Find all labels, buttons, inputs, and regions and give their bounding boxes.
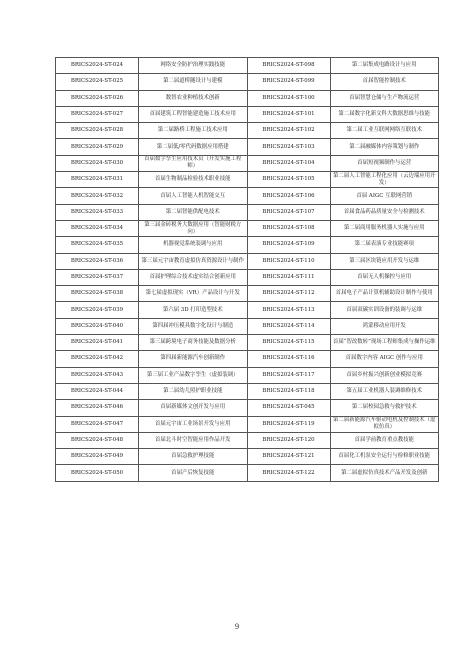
right-code-cell: BRICS2024-ST-118 xyxy=(247,383,330,399)
right-name-cell: 第二届商用服务机器人实施与应用 xyxy=(330,220,439,236)
right-code-cell: BRICS2024-ST-098 xyxy=(247,58,330,74)
left-name-cell: 第三届跨境电子商务技能及数据分析 xyxy=(139,335,248,351)
right-name-cell: 第二届新能源汽车驱动电机及控制技术（虚拟仿真） xyxy=(330,416,439,432)
right-code-cell: BRICS2024-ST-113 xyxy=(247,302,330,318)
right-name-cell: 第二届工业互联网网络互联技术 xyxy=(330,123,439,139)
left-name-cell: 首届护理综合技术虚实结合创新应用 xyxy=(139,269,248,285)
right-name-cell: 第二届人工智能工程化应用（云边端应用开发） xyxy=(330,172,439,188)
right-code-cell: BRICS2024-ST-104 xyxy=(247,155,330,171)
table-row xyxy=(56,204,439,220)
right-code-cell: BRICS2024-ST-115 xyxy=(247,335,330,351)
left-code-cell: BRICS2024-ST-034 xyxy=(56,220,139,236)
right-name-cell: 第二届数字化新文科大数据思维与技能 xyxy=(330,106,439,122)
page-number: 9 xyxy=(234,623,240,631)
competition-table xyxy=(55,57,439,482)
table-row xyxy=(56,465,439,481)
left-name-cell: 首届新媒体文创开发与应用 xyxy=(139,400,248,416)
right-code-cell: BRICS2024-ST-114 xyxy=(247,318,330,334)
right-code-cell: BRICS2024-ST-122 xyxy=(247,465,330,481)
left-code-cell: BRICS2024-ST-028 xyxy=(56,123,139,139)
right-name-cell: 鸿蒙移动应用开发 xyxy=(330,318,439,334)
table-row xyxy=(56,155,439,171)
table-row xyxy=(56,106,439,122)
right-code-cell: BRICS2024-ST-111 xyxy=(247,269,330,285)
left-code-cell: BRICS2024-ST-031 xyxy=(56,172,139,188)
left-code-cell: BRICS2024-ST-032 xyxy=(56,188,139,204)
left-code-cell: BRICS2024-ST-036 xyxy=(56,253,139,269)
competition-table-container xyxy=(55,57,436,482)
right-code-cell: BRICS2024-ST-045 xyxy=(247,400,330,416)
right-name-cell: 首届无人机操控与应用 xyxy=(330,269,439,285)
right-code-cell: BRICS2024-ST-105 xyxy=(247,172,330,188)
left-code-cell: BRICS2024-ST-035 xyxy=(56,237,139,253)
right-name-cell: 首届 AIGC 互联网营销 xyxy=(330,188,439,204)
right-code-cell: BRICS2024-ST-120 xyxy=(247,432,330,448)
left-name-cell: 首届生物制品检验技术职业技能 xyxy=(139,172,248,188)
left-code-cell: BRICS2024-ST-044 xyxy=(56,383,139,399)
left-code-cell: BRICS2024-ST-025 xyxy=(56,74,139,90)
right-name-cell: 首届乡村振兴创新创业模拟竞赛 xyxy=(330,367,439,383)
left-code-cell: BRICS2024-ST-048 xyxy=(56,432,139,448)
right-name-cell: 首届智慧仓储与生产物流运营 xyxy=(330,90,439,106)
right-name-cell: 第五届工业机器人装调维修技术 xyxy=(330,383,439,399)
table-row xyxy=(56,74,439,90)
right-name-cell: 首届化工机泵安全运行与检修职业技能 xyxy=(330,449,439,465)
left-name-cell: 数智农业种植技术创新 xyxy=(139,90,248,106)
right-name-cell: 第二届集成电路设计与应用 xyxy=(330,58,439,74)
right-name-cell: 首届智能控制技术 xyxy=(330,74,439,90)
left-name-cell: 第三届元宇宙教育虚拟仿真资源设计与制作 xyxy=(139,253,248,269)
left-code-cell: BRICS2024-ST-037 xyxy=(56,269,139,285)
table-body xyxy=(56,58,439,482)
left-code-cell: BRICS2024-ST-029 xyxy=(56,139,139,155)
left-name-cell: 首届急救护理技能 xyxy=(139,449,248,465)
left-name-cell: 第二届幼儿照护职业技能 xyxy=(139,383,248,399)
left-code-cell: BRICS2024-ST-030 xyxy=(56,155,139,171)
left-code-cell: BRICS2024-ST-041 xyxy=(56,335,139,351)
table-row xyxy=(56,400,439,416)
table-row xyxy=(56,302,439,318)
left-name-cell: 第二届智能供配电技术 xyxy=(139,204,248,220)
right-name-cell: 第二届校园急救与救护技术 xyxy=(330,400,439,416)
left-name-cell: 第三届工业产品数字孪生（虚拟装调） xyxy=(139,367,248,383)
table-row xyxy=(56,90,439,106)
left-name-cell: 第四届新能源汽车创新制作 xyxy=(139,351,248,367)
right-code-cell: BRICS2024-ST-100 xyxy=(247,90,330,106)
left-name-cell: 首届元宇宙工业场景开发与应用 xyxy=(139,416,248,432)
left-name-cell: 首届北斗时空智能应用作品开发 xyxy=(139,432,248,448)
left-code-cell: BRICS2024-ST-042 xyxy=(56,351,139,367)
left-code-cell: BRICS2024-ST-046 xyxy=(56,400,139,416)
table-row xyxy=(56,220,439,236)
left-code-cell: BRICS2024-ST-033 xyxy=(56,204,139,220)
left-code-cell: BRICS2024-ST-049 xyxy=(56,449,139,465)
left-name-cell: 第七届虚拟现实（VR）产品设计与开发 xyxy=(139,286,248,302)
left-name-cell: 网络安全防护治理实践技能 xyxy=(139,58,248,74)
left-name-cell: 首届人工智能人机智能交互 xyxy=(139,188,248,204)
left-name-cell: 第三届金砖税务大数据应用（智能财税方向） xyxy=(139,220,248,236)
left-name-cell: 首届建筑工程智能建造施工技术应用 xyxy=(139,106,248,122)
right-name-cell: 首届双碳实训设备的装调与运维 xyxy=(330,302,439,318)
left-code-cell: BRICS2024-ST-038 xyxy=(56,286,139,302)
right-code-cell: BRICS2024-ST-117 xyxy=(247,367,330,383)
right-name-cell: 第二届表演专业技能赛项 xyxy=(330,237,439,253)
right-code-cell: BRICS2024-ST-099 xyxy=(247,74,330,90)
right-name-cell: 第二届虚拟仿真技术产品开发及创新 xyxy=(330,465,439,481)
left-code-cell: BRICS2024-ST-043 xyxy=(56,367,139,383)
table-row xyxy=(56,383,439,399)
table-row xyxy=(56,172,439,188)
left-name-cell: 第二届路桥工程施工技术应用 xyxy=(139,123,248,139)
right-name-cell: 首届数字内容 AIGC 创作与应用 xyxy=(330,351,439,367)
left-code-cell: BRICS2024-ST-039 xyxy=(56,302,139,318)
left-name-cell: 第六届 3D 打印造型技术 xyxy=(139,302,248,318)
right-code-cell: BRICS2024-ST-116 xyxy=(247,351,330,367)
left-name-cell: 首届产后恢复技能 xyxy=(139,465,248,481)
table-row xyxy=(56,335,439,351)
left-name-cell: 第四届冲压模具数字化设计与制造 xyxy=(139,318,248,334)
left-name-cell: 第二届道桥隧设计与建模 xyxy=(139,74,248,90)
table-row xyxy=(56,253,439,269)
right-name-cell: 首届短视频制作与运营 xyxy=(330,155,439,171)
right-name-cell: 首届食品药品质量安全与检测技术 xyxy=(330,204,439,220)
table-row xyxy=(56,318,439,334)
table-row xyxy=(56,188,439,204)
right-code-cell: BRICS2024-ST-110 xyxy=(247,253,330,269)
right-code-cell: BRICS2024-ST-103 xyxy=(247,139,330,155)
left-code-cell: BRICS2024-ST-026 xyxy=(56,90,139,106)
right-code-cell: BRICS2024-ST-106 xyxy=(247,188,330,204)
left-code-cell: BRICS2024-ST-047 xyxy=(56,416,139,432)
left-code-cell: BRICS2024-ST-050 xyxy=(56,465,139,481)
table-row xyxy=(56,449,439,465)
right-name-cell: 首届电子产品计算机辅助设计制作与使用 xyxy=(330,286,439,302)
left-code-cell: BRICS2024-ST-027 xyxy=(56,106,139,122)
right-code-cell: BRICS2024-ST-102 xyxy=(247,123,330,139)
table-row xyxy=(56,351,439,367)
table-row xyxy=(56,123,439,139)
left-code-cell: BRICS2024-ST-024 xyxy=(56,58,139,74)
table-row xyxy=(56,139,439,155)
right-code-cell: BRICS2024-ST-121 xyxy=(247,449,330,465)
right-name-cell: 首届“智改数转”现场工程师集成与操作运维 xyxy=(330,335,439,351)
right-code-cell: BRICS2024-ST-108 xyxy=(247,220,330,236)
table-row xyxy=(56,432,439,448)
right-code-cell: BRICS2024-ST-109 xyxy=(247,237,330,253)
right-code-cell: BRICS2024-ST-107 xyxy=(247,204,330,220)
right-name-cell: 首届学前教育重点教技能 xyxy=(330,432,439,448)
right-name-cell: 第三届区块链应用开发与运维 xyxy=(330,253,439,269)
table-row xyxy=(56,58,439,74)
right-code-cell: BRICS2024-ST-101 xyxy=(247,106,330,122)
left-code-cell: BRICS2024-ST-040 xyxy=(56,318,139,334)
right-code-cell: BRICS2024-ST-119 xyxy=(247,416,330,432)
table-row xyxy=(56,367,439,383)
table-row xyxy=(56,416,439,432)
table-row xyxy=(56,269,439,285)
left-name-cell: 第二届低/零代码数据应用搭建 xyxy=(139,139,248,155)
table-row xyxy=(56,237,439,253)
left-name-cell: 机器视觉系统装调与应用 xyxy=(139,237,248,253)
right-name-cell: 第二届融媒体内容策划与制作 xyxy=(330,139,439,155)
right-code-cell: BRICS2024-ST-112 xyxy=(247,286,330,302)
table-row xyxy=(56,286,439,302)
left-name-cell: 首届数字孪生应用技术员（开发实施工程师） xyxy=(139,155,248,171)
